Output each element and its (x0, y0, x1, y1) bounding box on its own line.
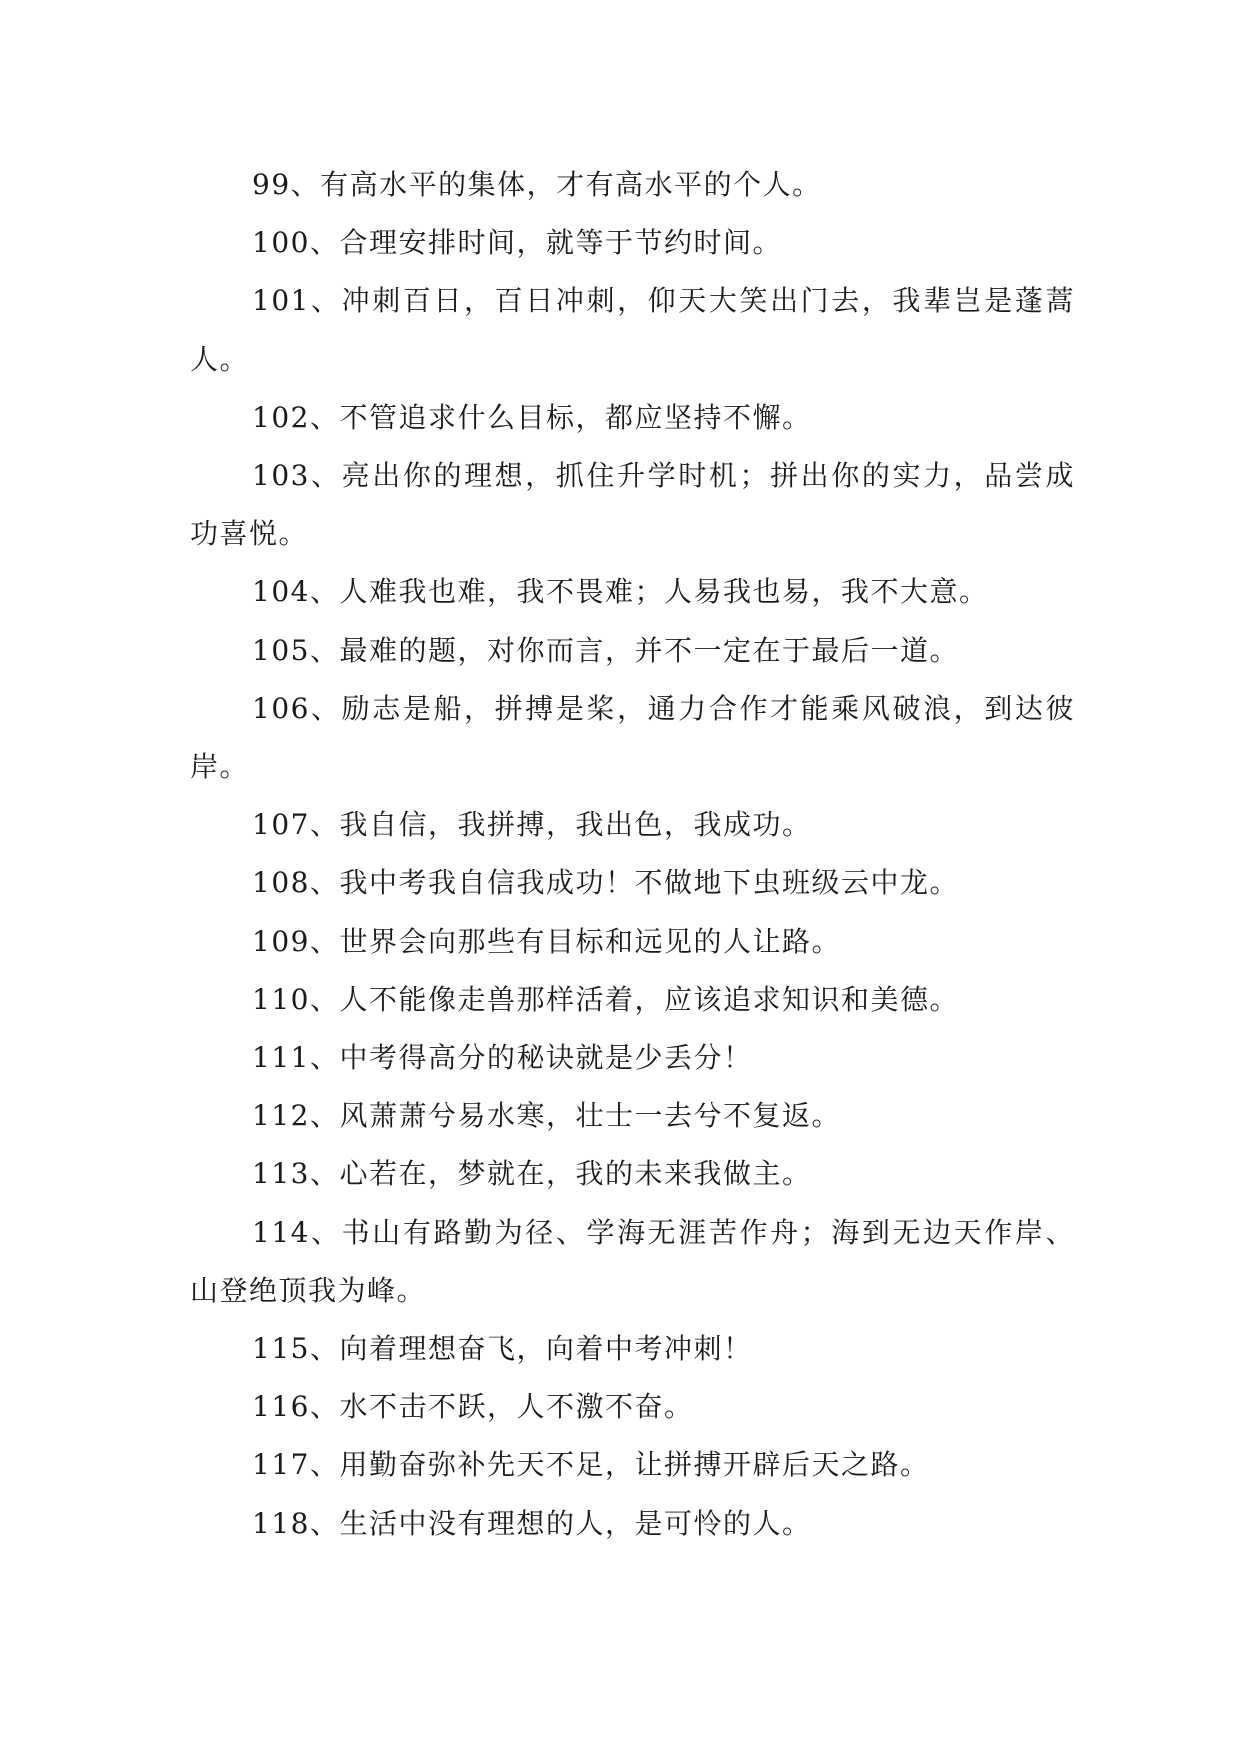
document-body (190, 156, 1075, 1553)
paragraph-112: 112、风萧萧兮易水寒，壮士一去兮不复返。 (252, 1099, 841, 1133)
paragraph-118: 118、生活中没有理想的人，是可怜的人。 (252, 1506, 812, 1540)
paragraph-108: 108、我中考我自信我成功！不做地下虫班级云中龙。 (252, 866, 959, 900)
paragraph-101: 101、冲刺百日，百日冲刺，仰天大笑出门去，我辈岂是蓬蒿人。 (190, 284, 1075, 376)
paragraph-103: 103、亮出你的理想，抓住升学时机；拼出你的实力，品尝成功喜悦。 (190, 459, 1075, 551)
paragraph-106: 106、励志是船，拼搏是桨，通力合作才能乘风破浪，到达彼岸。 (190, 691, 1075, 784)
paragraph-115: 115、向着理想奋飞，向着中考冲刺！ (252, 1332, 753, 1366)
paragraph-102: 102、不管追求什么目标，都应坚持不懈。 (252, 400, 812, 434)
paragraph-99: 99、有高水平的集体，才有高水平的个人。 (252, 168, 822, 201)
paragraph-116: 116、水不击不跃，人不激不奋。 (252, 1390, 694, 1424)
paragraph-100: 100、合理安排时间，就等于节约时间。 (252, 226, 782, 260)
paragraph-111: 111、中考得高分的秘诀就是少丢分！ (252, 1041, 753, 1075)
paragraph-110: 110、人不能像走兽那样活着，应该追求知识和美德。 (252, 982, 959, 1016)
paragraph-107: 107、我自信，我拼搏，我出色，我成功。 (252, 808, 812, 842)
paragraph-114: 114、书山有路勤为径、学海无涯苦作舟；海到无边天作岸、山登绝顶我为峰。 (190, 1215, 1075, 1307)
paragraph-104: 104、人难我也难，我不畏难；人易我也易，我不大意。 (252, 575, 989, 609)
paragraph-109: 109、世界会向那些有目标和远见的人让路。 (252, 924, 841, 958)
paragraph-117: 117、用勤奋弥补先天不足，让拼搏开辟后天之路。 (252, 1448, 930, 1482)
paragraph-113: 113、心若在，梦就在，我的未来我做主。 (252, 1157, 812, 1191)
paragraph-105: 105、最难的题，对你而言，并不一定在于最后一道。 (252, 633, 959, 667)
